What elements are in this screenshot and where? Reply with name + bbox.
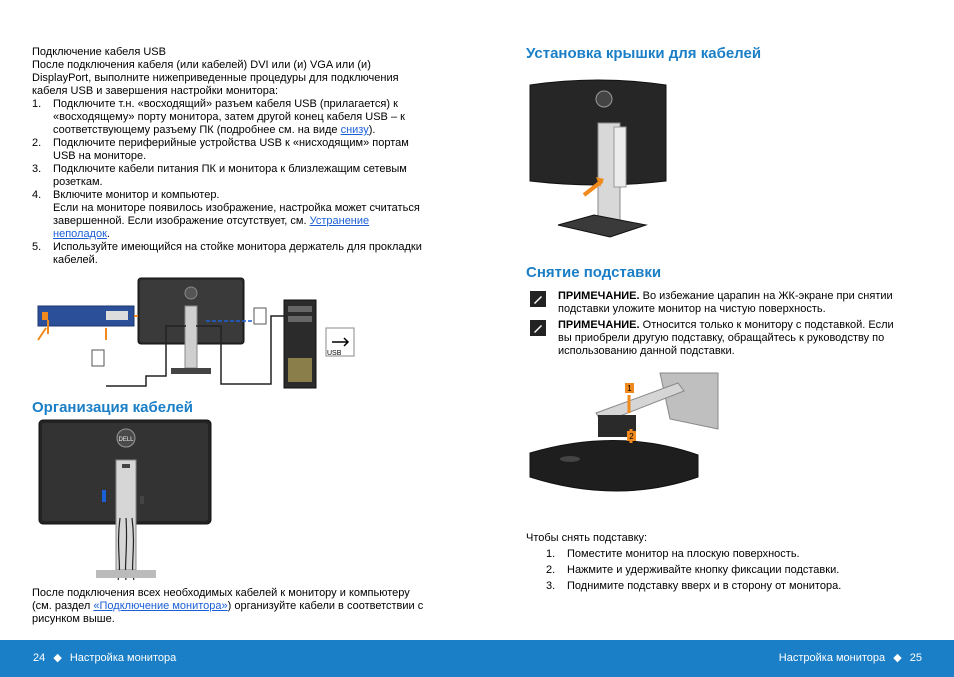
note-2: [530, 319, 910, 358]
dell-logo-text: DELL: [118, 437, 134, 443]
usb-steps: [32, 98, 427, 267]
cable-cover-heading: Установка крышки для кабелей: [526, 45, 762, 62]
step-number: 3.: [32, 163, 42, 175]
step-number: 2.: [546, 564, 556, 576]
step-text-cont: Если на мониторе появилось изображение, настройка может считаться завершенной. Если изображение отсутствует, см.: [53, 202, 420, 227]
usb-connection-diagram: [36, 276, 366, 394]
usb-label: USB: [327, 350, 342, 357]
left-footer-title: Настройка монитора: [69, 652, 177, 664]
note-1: [530, 290, 910, 316]
pencil-note-icon: [530, 291, 546, 307]
step-number: 1.: [32, 98, 42, 110]
usb-step-2: [32, 137, 427, 163]
page-footer: [0, 640, 954, 677]
cable-management-image: [38, 418, 212, 582]
footer-left: [33, 651, 176, 664]
troubleshooting-link[interactable]: Устранение неполадок: [53, 215, 370, 240]
cable-management-heading: Организация кабелей: [32, 399, 194, 416]
right-footer-title: Настройка монитора: [778, 652, 886, 664]
usb-step-3: [32, 163, 427, 189]
remove-steps: [546, 548, 906, 593]
cable-text-end: ) организуйте кабели в соответствии с рисунком выше.: [32, 600, 424, 625]
step-text: Подключите периферийные устройства USB к «нисходящим» портам USB на мониторе.: [53, 137, 409, 162]
callout-1: 1: [627, 384, 632, 393]
step-number: 1.: [546, 548, 556, 560]
step-number: 5.: [32, 241, 42, 253]
usb-section: [32, 46, 432, 267]
diamond-icon: ◆: [893, 652, 902, 664]
remove-step-1: [546, 548, 906, 561]
remove-step-2: [546, 564, 906, 577]
bottom-view-link[interactable]: снизу: [340, 124, 369, 136]
step-number: 4.: [32, 189, 42, 201]
step-text-end: .: [106, 228, 110, 240]
remove-step-3: [546, 580, 906, 593]
note-label: ПРИМЕЧАНИЕ.: [558, 290, 640, 302]
connect-monitor-link[interactable]: «Подключение монитора»: [93, 600, 228, 612]
usb-step-4: [32, 189, 427, 241]
cable-text: После подключения всех необходимых кабелей к монитору и компьютеру (см. раздел: [32, 587, 410, 612]
step-number: 3.: [546, 580, 556, 592]
left-page-number: 24: [33, 652, 46, 664]
usb-step-5: [32, 241, 427, 267]
usb-step-1: [32, 98, 427, 137]
diamond-icon: ◆: [53, 652, 62, 664]
stand-removal-heading: Снятие подставки: [526, 264, 662, 281]
cable-cover-image: [528, 77, 668, 241]
step-text: Подключите т.н. «восходящий» разъем кабеля USB (прилагается) к «восходящему» порту монитора, затем другой конец кабеля USB – к соответствующему разъему ПК (подробнее см. на виде: [53, 98, 405, 136]
step-text: Включите монитор и компьютер.: [53, 189, 220, 201]
callout-2: 2: [629, 432, 634, 441]
usb-intro: После подключения кабеля (или кабелей) DVI или (и) VGA или (и) DisplayPort, выполните нижеприведенные процедуры для подключения кабеля USB и завершения настройки монитора:: [32, 59, 399, 97]
usb-heading: Подключение кабеля USB: [32, 46, 166, 58]
step-text: Используйте имеющийся на стойке монитора держатель для прокладки кабелей.: [53, 241, 422, 266]
step-text-end: ).: [368, 124, 376, 136]
note-label: ПРИМЕЧАНИЕ.: [558, 319, 640, 331]
step-text: Поднимите подставку вверх и в сторону от монитора.: [567, 580, 842, 592]
step-number: 2.: [32, 137, 42, 149]
cable-management-text: [32, 587, 432, 626]
pencil-note-icon: [530, 320, 546, 336]
note-text: Во избежание царапин на ЖК-экране при снятии подставки уложите монитор на чистую поверхность.: [558, 290, 893, 315]
step-text: Поместите монитор на плоскую поверхность.: [567, 548, 800, 560]
dell-logo-icon: [185, 287, 197, 299]
note-text: Относится только к монитору с подставкой. Если вы приобрели другую подставку, обращайтесь к руководству по использованию данной подставки.: [558, 319, 894, 357]
step-text: Подключите кабели питания ПК и монитора к близлежащим сетевым розеткам.: [53, 163, 407, 188]
remove-intro: Чтобы снять подставку:: [526, 532, 648, 544]
footer-right: [779, 651, 922, 664]
right-page-number: 25: [909, 652, 922, 664]
step-text: Нажмите и удерживайте кнопку фиксации подставки.: [567, 564, 840, 576]
stand-removal-image: [528, 367, 724, 505]
